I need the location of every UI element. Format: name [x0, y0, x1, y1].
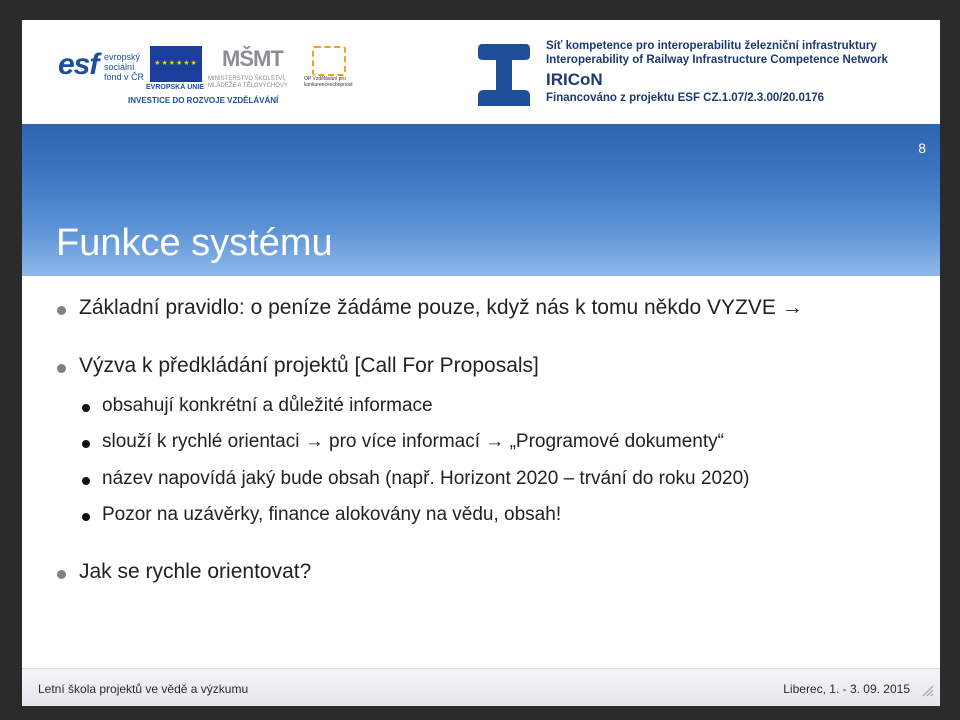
msmt-caption: MINISTERSTVO ŠKOLSTVÍ, MLÁDEŽE A TĚLOVÝCHOVY	[208, 76, 288, 89]
bullet-text: obsahují konkrétní a důležité informace	[102, 395, 433, 416]
iricon-name: IRICoN	[546, 70, 603, 89]
bullet-dot-icon	[82, 477, 90, 485]
bullet-text: Jak se rychle orientovat?	[79, 560, 312, 583]
bullet-dot-icon	[57, 364, 66, 373]
page-number: 8	[918, 140, 926, 156]
bullet-text: slouží k rychlé orientaci → pro více informací → „Programové dokumenty“	[102, 431, 724, 452]
eu-flag-icon: ★★★★★★	[150, 46, 202, 82]
esf-logo	[56, 46, 146, 98]
bullet-dot-icon	[57, 570, 66, 579]
bullet-item	[79, 296, 803, 320]
bullet-text: Výzva k předkládání projektů [Call For Proposals]	[79, 354, 539, 377]
sub-bullet-item	[102, 431, 724, 453]
msmt-logo: MŠMT	[222, 46, 283, 71]
slide	[22, 20, 940, 706]
iricon-line-english: Interoperability of Railway Infrastructure Competence Network	[546, 54, 888, 66]
sub-bullet-item	[102, 468, 749, 490]
rail-profile-icon	[476, 42, 532, 108]
bullet-dot-icon	[82, 440, 90, 448]
title-band	[22, 124, 940, 276]
bullet-text: Pozor na uzávěrky, finance alokovány na vědu, obsah!	[102, 504, 562, 525]
iricon-funding: Financováno z projektu ESF CZ.1.07/2.3.00/20.0176	[546, 92, 825, 104]
bullet-item	[79, 560, 311, 584]
esf-logo-strip	[42, 34, 374, 112]
bullet-dot-icon	[57, 306, 66, 315]
sub-bullet-item	[102, 504, 561, 526]
bullet-text: název napovídá jaký bude obsah (např. Horizont 2020 – trvání do roku 2020)	[102, 468, 750, 489]
eu-caption: EVROPSKÁ UNIE	[146, 84, 204, 91]
footer-date-place: Liberec, 1. - 3. 09. 2015	[783, 682, 910, 696]
slide-title: Funkce systému	[56, 222, 333, 264]
resize-grip-icon	[920, 683, 934, 697]
op-logo-icon	[312, 46, 346, 76]
esf-caption: evropský sociální fond v ČR	[104, 52, 145, 82]
iricon-line-czech: Síť kompetence pro interoperabilitu železniční infrastruktury	[546, 40, 877, 52]
bullet-item	[79, 354, 539, 378]
bullet-dot-icon	[82, 513, 90, 521]
sub-bullet-item	[102, 395, 433, 417]
esf-mark: esf	[58, 48, 99, 81]
iricon-logo-strip	[458, 36, 914, 112]
op-caption: OP Vzdělávání pro konkurenceschopnost	[304, 76, 353, 88]
footer-event-name: Letní škola projektů ve vědě a výzkumu	[38, 682, 249, 696]
investment-tagline: INVESTICE DO ROZVOJE VZDĚLÁVÁNÍ	[128, 96, 279, 105]
bullet-dot-icon	[82, 404, 90, 412]
bullet-text: Základní pravidlo: o peníze žádáme pouze, když nás k tomu někdo VYZVE →	[79, 296, 803, 319]
slide-footer	[22, 668, 940, 706]
